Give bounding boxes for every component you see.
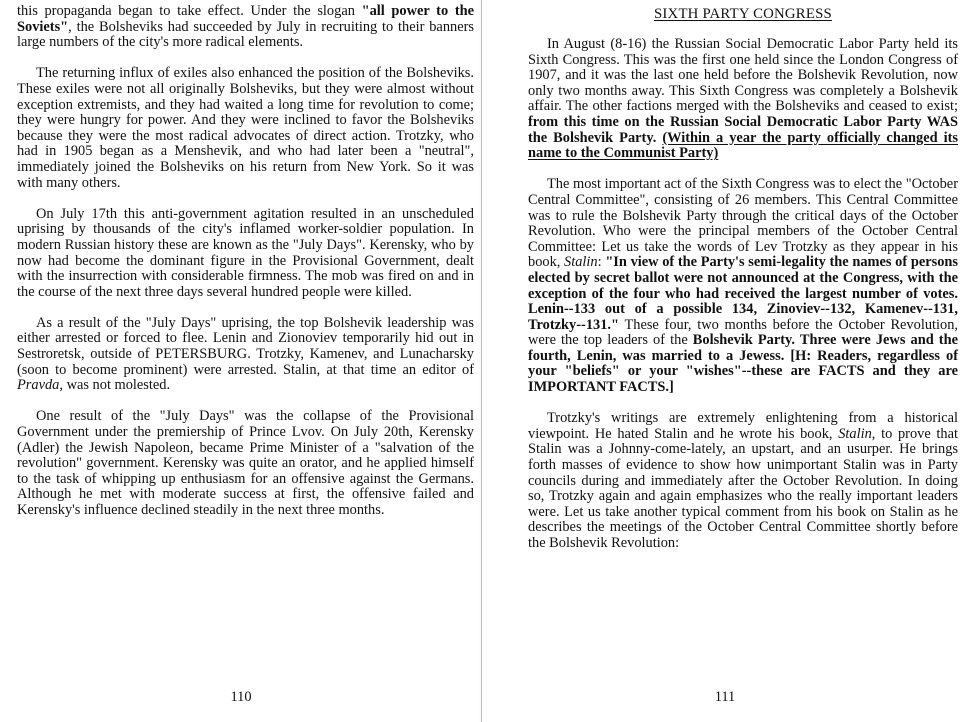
- left-page-body: [17, 4, 474, 519]
- left-page: [0, 0, 482, 722]
- emphasized-text: (Within a year the party officially changed its name to the Communist Party): [528, 129, 958, 162]
- left-paragraph-4: As a result of the "July Days" uprising, the top Bolshevik leadership was either arrested or forced to flee. Lenin and Zionoviev temporarily hid out in Sestroretsk, outside of PETERSBURG. Trotzky, Kamenev, and Lunacharsky (soon to become prominent) were arrested. Stalin, at that time an editor of Pravda, was not molested.: [17, 314, 474, 394]
- left-paragraph-1: this propaganda began to take effect. Under the slogan "all power to the Soviets", the Bolsheviks had succeeded by July in recruiting to their banners large numbers of the city's more radical elements.: [17, 3, 475, 51]
- emphasized-text: from this time on the Russian Social Democratic Labor Party WAS the Bolshevik Party.: [528, 113, 958, 146]
- emphasized-text: "In view of the Party's semi-legality the names of persons elected by secret ballot were not announced at the Congress, with the exception of the four who had received the largest number of votes. Lenin--133 out of a possible 134, Zinoviev--132, Kamenev--131, Trotzky--131.": [528, 254, 958, 333]
- italic-text: Pravda: [17, 377, 60, 394]
- page-number-left: 110: [230, 689, 252, 705]
- right-paragraph-1: In August (8-16) the Russian Social Democratic Labor Party held its Sixth Congress. This was the first one held since the London Congress of 1907, and it was the last one held before the Bolshevik Revolution, now only two months away. This Sixth Congress was completely a Bolshevik affair. The other factions merged with the Bolsheviks and ceased to exist; from this time on the Russian Social Democratic Labor Party WAS the Bolshevik Party. (Within a year the party officially changed its name to the Communist Party): [528, 36, 958, 162]
- page-number-right: 111: [714, 689, 736, 705]
- left-paragraph-2: The returning influx of exiles also enhanced the position of the Bolsheviks. These exiles were not all originally Bolsheviks, but they were almost without exception extremists, and they had waited a long time for revolution to come; they were hungry for power. And they were inclined to favor the Bolsheviks because they were the most radical advocates of direct action. Trotzky, who had in 1905 began as a Menshevik, and who had later been a "neutral", immediately joined the Bolsheviks on his return from New York. So it was with many others.: [17, 65, 474, 191]
- left-paragraph-5: One result of the "July Days" was the collapse of the Provisional Government under the premiership of Prince Lvov. On July 20th, Kerensky (Adler) the Jewish Napoleon, became Prime Minister of a "salvation of the revolution" government. Kerensky was quite an orator, and he applied himself to the task of whipping up enthusiasm for an offensive against the Germans. Although he met with moderate success at first, the offensive failed and Kerensky's influence declined steadily in the next three months.: [17, 408, 474, 518]
- left-paragraph-3: On July 17th this anti-government agitation resulted in an unscheduled uprising by thousands of the city's inflamed worker-soldier population. In modern Russian history these are known as the "July Days". Kerensky, who by now had become the dominant figure in the Provisional Government, dealt with the insurrection with considerable firmness. The mob was fired on and in the course of the next three days several hundred people were killed.: [17, 205, 474, 300]
- right-paragraph-2: The most important act of the Sixth Congress was to elect the "October Central Committee", consisting of 26 members. This Central Committee was to rule the Bolshevik Party through the critical days of the October Revolution. Who were the principal members of the October Central Committee: Let us take the words of Lev Trotzky as they appear in his book, Stalin: "In view of the Party's semi-legality the names of persons elected by secret ballot were not announced at the Congress, with the exception of the four who had received the largest number of votes. Lenin--133 out of a possible 134, Zinoviev--132, Kamenev--131, Trotzky--131." These four, two months before the October Revolution, were the top leaders of the Bolshevik Party. Three were Jews and the fourth, Lenin, was married to a Jewess. [H: Readers, regardless of your "beliefs" or your "wishes"--these are FACTS and they are IMPORTANT FACTS.]: [528, 176, 958, 396]
- right-page-body: [528, 37, 958, 552]
- right-page: [482, 0, 968, 722]
- italic-text: Stalin: [564, 254, 598, 271]
- emphasized-text: "all power to the Soviets": [17, 3, 475, 35]
- emphasized-text: Bolshevik Party. Three were Jews and the fourth, Lenin, was married to a Jewess. [H: Readers, regardless of your "beliefs" or your "wishes"--these are FACTS and they are IMPORTANT FACTS.]: [528, 332, 958, 396]
- section-heading: SIXTH PARTY CONGRESS: [654, 6, 832, 22]
- right-paragraph-3: Trotzky's writings are extremely enlightening from a historical viewpoint. He hated Stalin and he wrote his book, Stalin, to prove that Stalin was a Johnny-come-lately, an upstart, and an usurper. He brings forth masses of evidence to show how unimportant Stalin was in Party councils during and immediately after the October Revolution. In doing so, Trotzky again and again emphasizes who the really important leaders were. Let us take another typical comment from his book on Stalin as he describes the meetings of the October Central Committee shortly before the Bolshevik Revolution:: [528, 410, 958, 551]
- italic-text: Stalin: [838, 425, 872, 442]
